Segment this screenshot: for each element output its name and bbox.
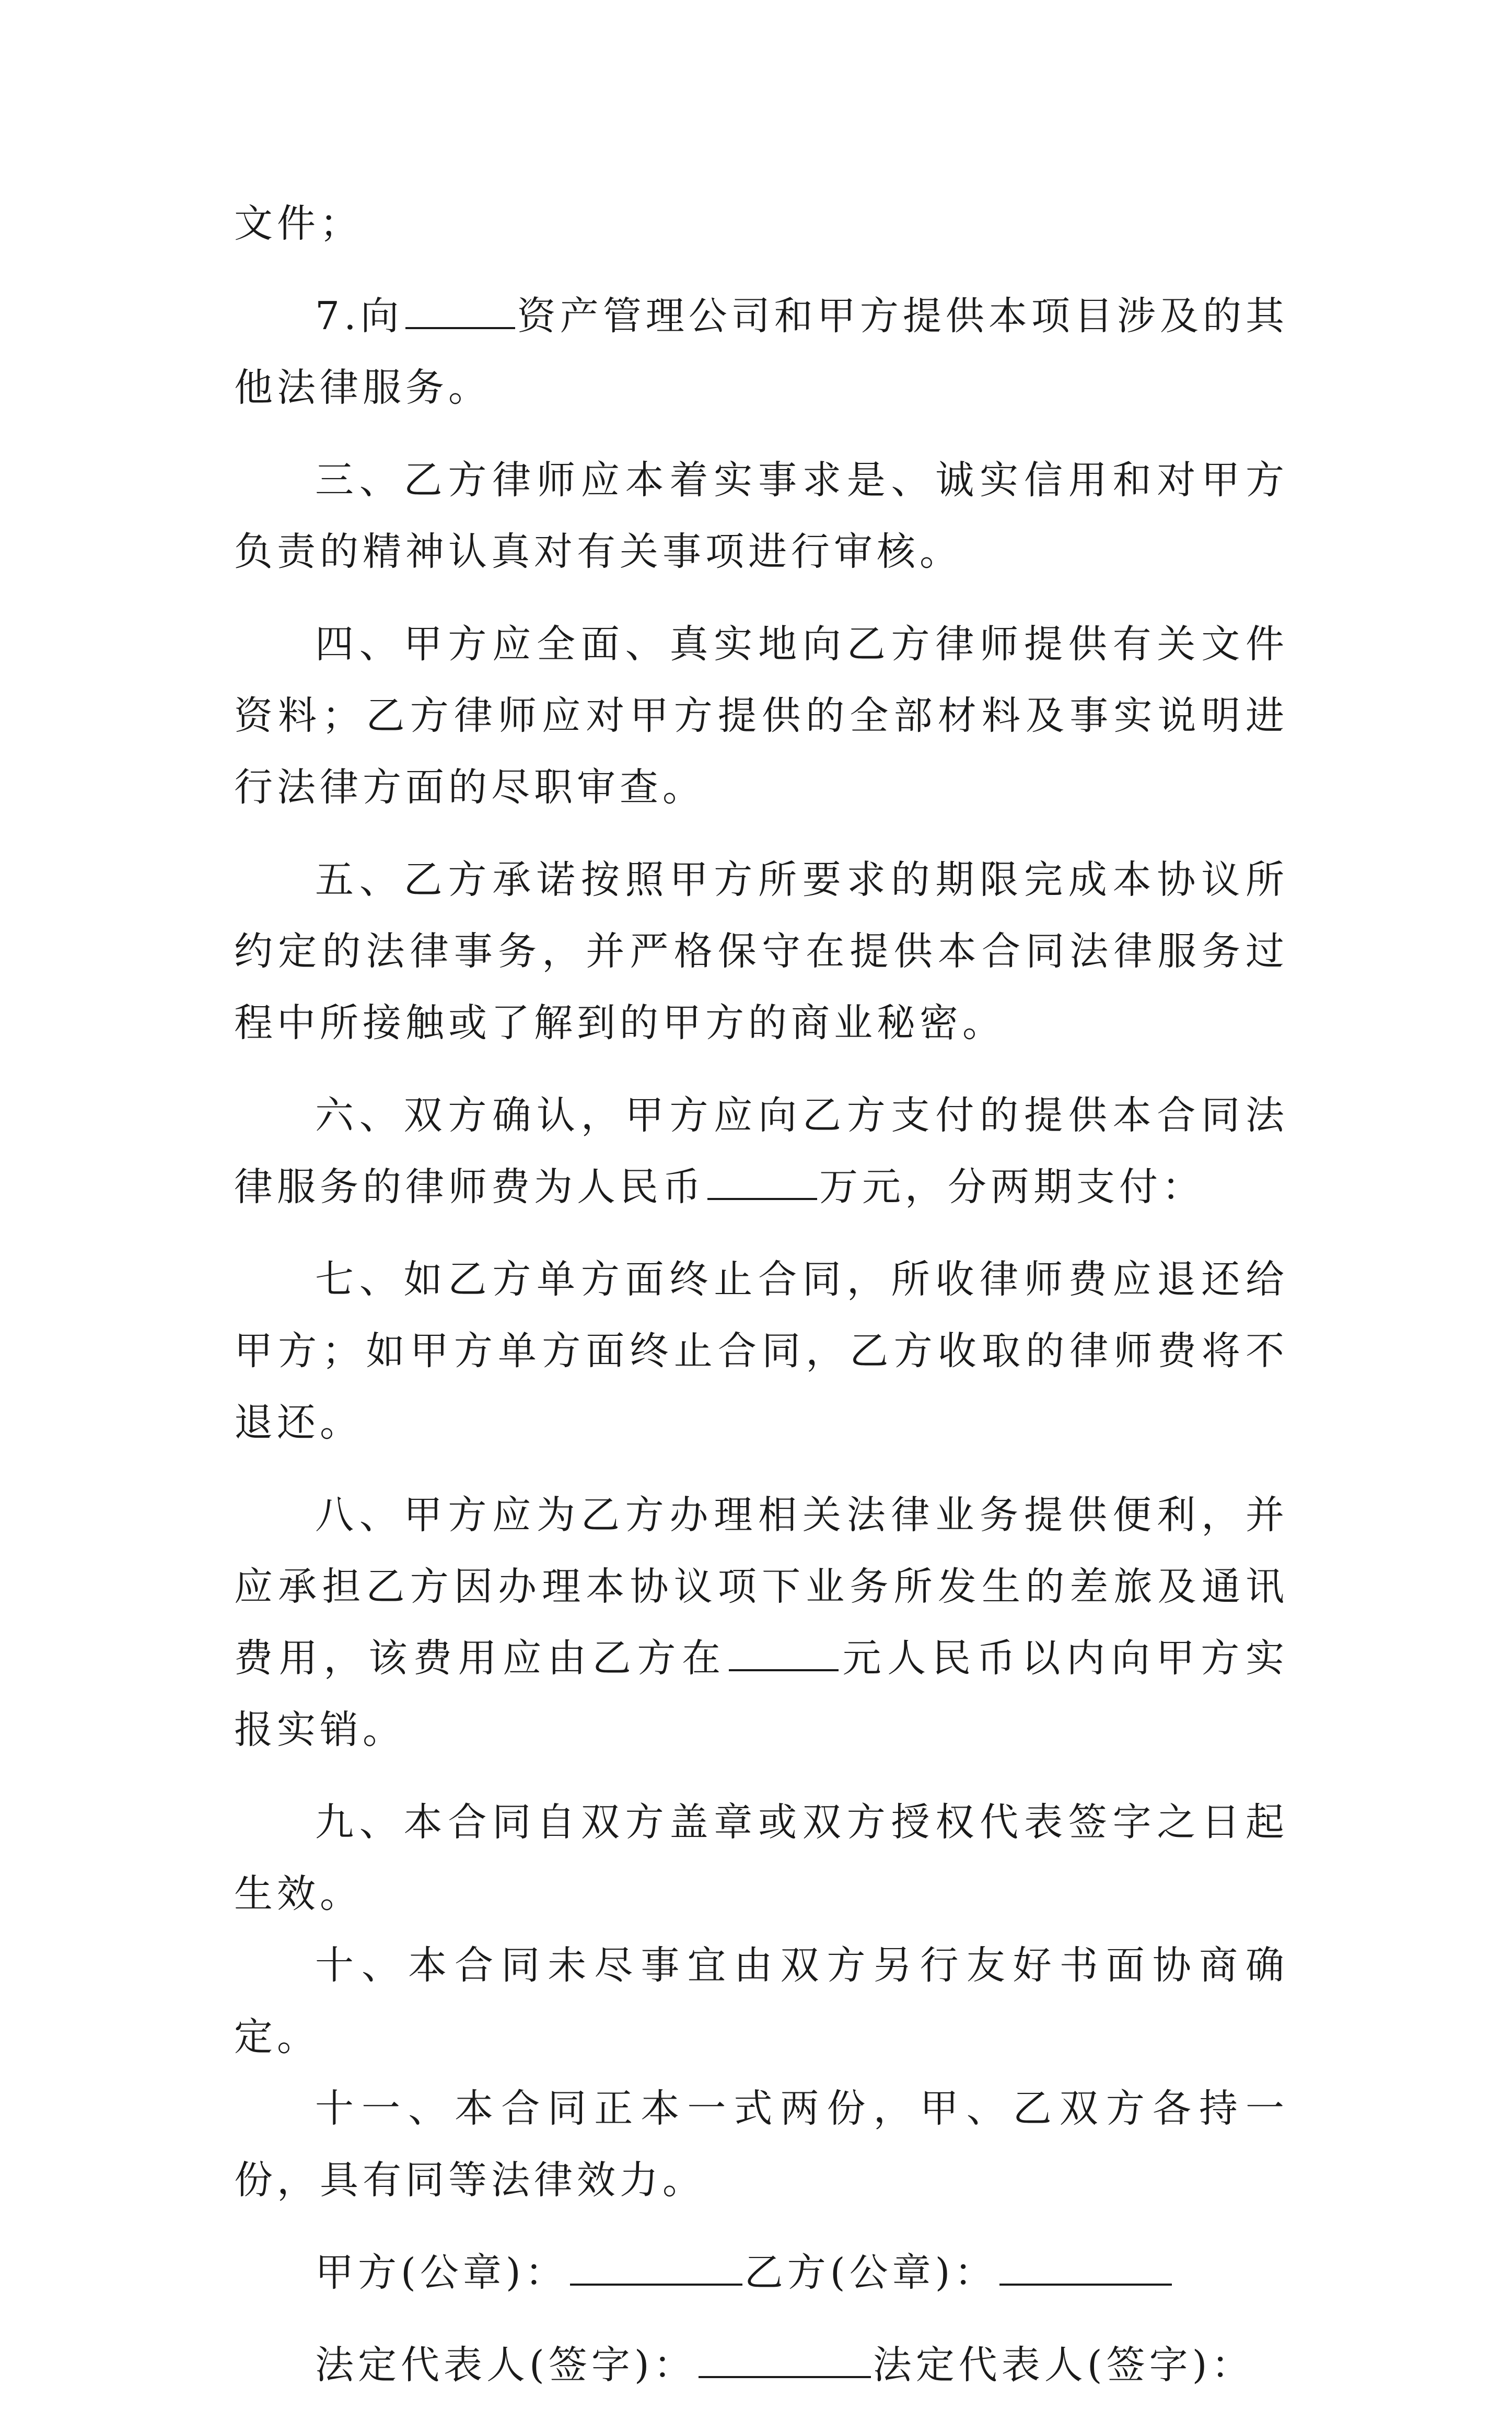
clause-11-text: 十一、本合同正本一式两份，甲、乙双方各持一份，具有同等法律效力。 [234, 2086, 1288, 2203]
blank-fee-amount-field[interactable] [707, 1161, 817, 1200]
party-b-seal-field[interactable] [999, 2247, 1172, 2286]
clause-6-suffix: 万元，分两期支付： [819, 1165, 1205, 1209]
continuation-text: 文件； [234, 201, 363, 246]
paragraph-continuation [234, 188, 1288, 260]
clause-3-text: 三、乙方律师应本着实事求是、诚实信用和对甲方负责的精神认真对有关事项进行审核。 [234, 458, 1288, 574]
clause-6-prefix: 六、双方确认，甲方应向乙方支付的提供本合同法律服务的律师费为人民币 [234, 1093, 1288, 1209]
blank-company-field[interactable] [405, 290, 515, 329]
clause-8 [234, 1480, 1288, 1766]
clause-10-text: 十、本合同未尽事宜由双方另行友好书面协商确定。 [234, 1943, 1288, 2059]
seal-signature-row [234, 2237, 1288, 2309]
clause-6 [234, 1080, 1288, 1223]
party-b-seal-label: 乙方(公章)： [744, 2250, 997, 2295]
clause-10 [234, 1930, 1288, 2073]
clause-9-text: 九、本合同自双方盖章或双方授权代表签字之日起生效。 [234, 1800, 1288, 1916]
clause-9 [234, 1787, 1288, 1930]
clause-item-7 [234, 281, 1288, 424]
clause-7 [234, 1244, 1288, 1459]
party-b-representative-label: 法定代表人(签字)： [873, 2343, 1254, 2388]
blank-expense-limit-field[interactable] [729, 1633, 839, 1671]
clause-4 [234, 609, 1288, 823]
clause-item-7-prefix: 7.向 [315, 294, 403, 339]
clause-8-suffix: 元人民币以内向甲方实报实销。 [234, 1636, 1289, 1752]
clause-5-text: 五、乙方承诺按照甲方所要求的期限完成本协议所约定的法律事务，并严格保守在提供本合同法律服务过程中所接触或了解到的甲方的商业秘密。 [234, 857, 1288, 1045]
party-a-representative-field[interactable] [699, 2339, 871, 2378]
clause-3 [234, 445, 1288, 588]
clause-7-text: 七、如乙方单方面终止合同，所收律师费应退还给甲方；如甲方单方面终止合同，乙方收取的律师费将不退还。 [234, 1257, 1288, 1445]
clause-11 [234, 2073, 1288, 2216]
clause-8-prefix: 八、甲方应为乙方办理相关法律业务提供便利，并应承担乙方因办理本协议项下业务所发生的差旅及通讯费用，该费用应由乙方在 [234, 1493, 1288, 1681]
clause-4-text: 四、甲方应全面、真实地向乙方律师提供有关文件资料；乙方律师应对甲方提供的全部材料及事实说明进行法律方面的尽职审查。 [234, 622, 1288, 810]
clause-item-7-suffix: 资产管理公司和甲方提供本项目涉及的其他法律服务。 [234, 294, 1289, 410]
contract-page [234, 188, 1288, 2422]
party-a-representative-label: 法定代表人(签字)： [315, 2343, 696, 2388]
party-a-seal-field[interactable] [570, 2247, 742, 2286]
representative-signature-row [234, 2330, 1288, 2401]
clause-5 [234, 844, 1288, 1059]
party-a-seal-label: 甲方(公章)： [315, 2250, 568, 2295]
